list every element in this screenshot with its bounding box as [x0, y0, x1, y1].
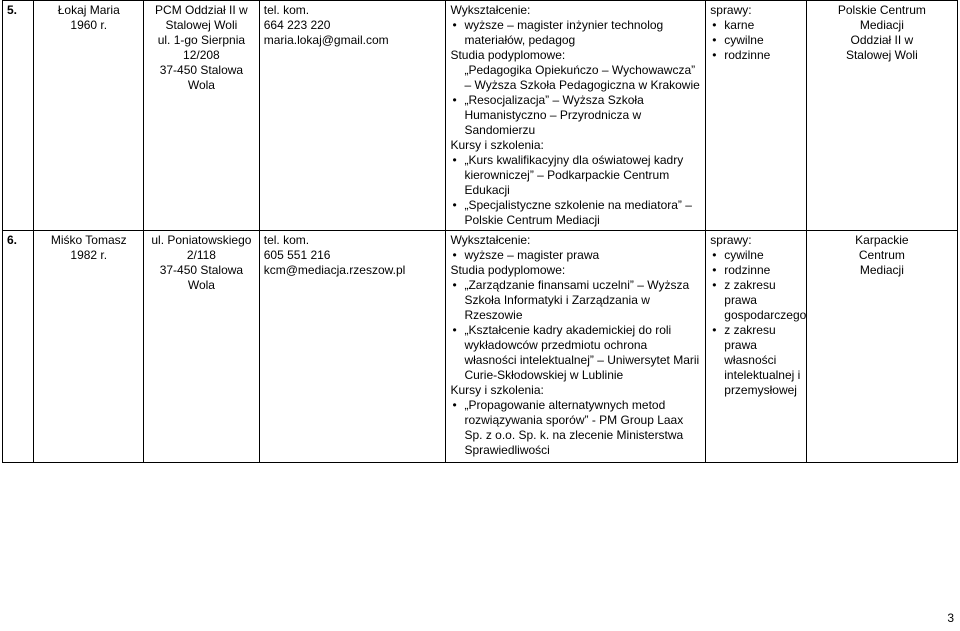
studies-header: Studia podyplomowe:: [450, 263, 566, 277]
mediator-education: Wykształcenie: • wyższe – magister inżynier technolog materiałów, pedagog Studia podyplomowe: „Pedagogika Opiekuńczo – Wychowawcza” – Wyższa Szkoła Pedagogiczna w Krakowie • „Resocjalizacja” – Wyższa Szkoła Humanistyczno – Przyrodnicza w Sandomierzu Kursy i szkolenia: • „Kurs kwalifikacyjny dla oświatowej kadry kierowniczej” – Podkarpackie Centrum Edukacji • „Specjalistyczne szkolenie na mediatora” – Polskie Centrum Mediacji: [446, 1, 706, 231]
mediator-education: Wykształcenie: • wyższe – magister prawa Studia podyplomowe: • „Zarządzanie finansami uczelni” – Wyższa Szkoła Informatyki i Zarządzania w Rzeszowie • „Kształcenie kadry akademickiej do roli wykładowców przedmiotu ochrona własności intelektualnej” – Uniwersytet Marii Curie-Skłodowskiej w Lublinie Kursy i szkolenia: • „Propagowanie alternatywnych metod rozwiązywania sporów” - PM Group Laax Sp. z o.o. Sp. k. na zlecenie Ministerstwa Sprawiedliwości: [446, 231, 706, 463]
education-header: Wykształcenie:: [450, 233, 531, 247]
courses-header: Kursy i szkolenia:: [450, 138, 544, 152]
mediator-address: ul. Poniatowskiego 2/118 37-450 Stalowa Wola: [144, 231, 260, 463]
mediator-name: Miśko Tomasz 1982 r.: [34, 231, 144, 463]
row-number: 5.: [3, 1, 34, 231]
email-link[interactable]: kcm@mediacja.rzeszow.pl: [263, 263, 406, 277]
courses-header: Kursy i szkolenia:: [450, 383, 544, 397]
mediator-organization: Karpackie Centrum Mediacji: [806, 231, 957, 463]
table-row: [3, 231, 958, 463]
mediator-case-types: sprawy: • karne • cywilne • rodzinne: [706, 1, 806, 231]
mediator-name: Łokaj Maria 1960 r.: [34, 1, 144, 231]
page-number: 3: [947, 611, 954, 625]
mediator-organization: Polskie Centrum Mediacji Oddział II w Stalowej Woli: [806, 1, 957, 231]
mediator-address: PCM Oddział II w Stalowej Woli ul. 1-go Sierpnia 12/208 37-450 Stalowa Wola: [144, 1, 260, 231]
studies-header: Studia podyplomowe:: [450, 48, 566, 62]
row-number: 6.: [3, 231, 34, 463]
mediator-contact: tel. kom. 664 223 220 maria.lokaj@gmail.com: [259, 1, 446, 231]
mediator-contact: tel. kom. 605 551 216 kcm@mediacja.rzeszow.pl: [259, 231, 446, 463]
mediators-table: [2, 0, 958, 463]
education-header: Wykształcenie:: [450, 3, 531, 17]
email-link[interactable]: maria.lokaj@gmail.com: [263, 33, 389, 47]
table-row: [3, 1, 958, 231]
mediator-case-types: sprawy: • cywilne • rodzinne • z zakresu prawa gospodarczego • z zakresu prawa własności intelektualnej i przemysłowej: [706, 231, 806, 463]
